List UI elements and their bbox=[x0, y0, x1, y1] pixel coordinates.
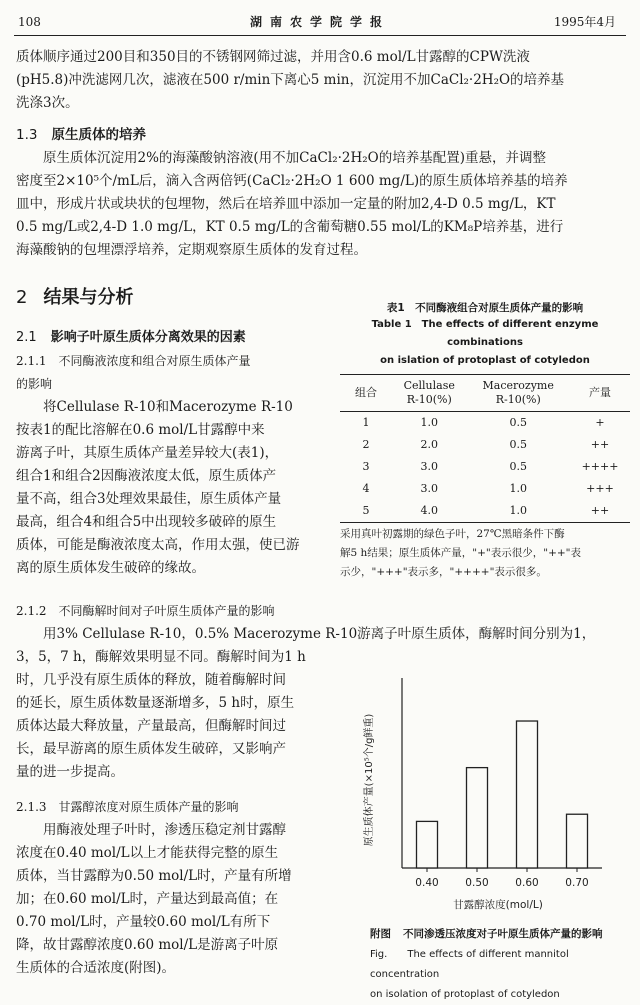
body-line: 离的原生质体发生破碎的缘故。 bbox=[16, 560, 205, 576]
body-line: 的延长，原生质体数量逐渐增多，5 h时，原生 bbox=[16, 695, 295, 711]
table-caption-en: Table 1 The effects of different enzyme combinations bbox=[371, 319, 599, 348]
body-line: 浓度在0.40 mol/L以上才能获得完整的原生 bbox=[16, 845, 279, 861]
table-header-row bbox=[340, 375, 630, 412]
x-axis-label: 甘露醇浓度(mol/L) bbox=[453, 899, 543, 911]
section-heading: 1.3 原生质体的培养 bbox=[16, 127, 146, 143]
bar-chart bbox=[340, 670, 630, 920]
journal-title: 湖南农学院学报 bbox=[249, 15, 390, 29]
col-header-macerozyme: Macerozyme R-10(%) bbox=[466, 375, 570, 412]
issue-date: 1995年4月 bbox=[553, 15, 616, 29]
subsection-heading: 2.1.2 不同酶解时间对子叶原生质体产量的影响 bbox=[16, 604, 275, 618]
section-2-1-2-body bbox=[16, 646, 330, 784]
bar bbox=[467, 768, 488, 868]
body-line: 加；在0.60 mol/L时，产量达到最高值；在 bbox=[16, 891, 279, 907]
section-2-1-2 bbox=[16, 600, 624, 646]
body-line: 用酶液处理子叶时，渗透压稳定剂甘露醇 bbox=[43, 822, 286, 838]
table-1 bbox=[340, 300, 630, 582]
col-header-group: 组合 bbox=[340, 375, 392, 412]
body-line: 0.70 mol/L时，产量较0.60 mol/L有所下 bbox=[16, 914, 271, 930]
intro-line: 质体顺序通过200目和350目的不锈钢网筛过滤，并用含0.6 mol/L甘露醇的CPW洗液 bbox=[16, 49, 530, 65]
section-2-heading: 2 结果与分析 bbox=[16, 287, 134, 308]
body-line: 密度至2×10⁵个/mL后，滴入含两倍钙(CaCl₂·2H₂O 1 600 mg/L)的原生质体培养基的培养 bbox=[16, 173, 568, 189]
body-line: 组合1和组合2因酶液浓度太低，原生质体产 bbox=[16, 468, 277, 484]
body-line: 按表1的配比溶解在0.6 mol/L甘露醇中来 bbox=[16, 422, 265, 438]
table-caption-en-line2: on islation of protoplast of cotyledon bbox=[380, 355, 590, 366]
body-line: 量的进一步提高。 bbox=[16, 764, 124, 780]
section-2-1-1 bbox=[16, 350, 330, 580]
subsection-heading: 2.1.1 不同酶液浓度和组合对原生质体产量 bbox=[16, 354, 251, 368]
body-line: 0.5 mg/L或2,4-D 1.0 mg/L，KT 0.5 mg/L的含葡萄糖0.55 mol/L的KM₈P培养基，进行 bbox=[16, 219, 564, 235]
bar bbox=[567, 814, 588, 868]
intro-line: (pH5.8)冲洗滤网几次，滤液在500 r/min下离心5 min，沉淀用不加CaCl₂·2H₂O的培养基 bbox=[16, 72, 565, 88]
body-line: 最高，组合4和组合5中出现较多破碎的原生 bbox=[16, 514, 277, 530]
section-1-3 bbox=[16, 124, 624, 262]
figure-caption-en: Fig. The effects of different mannitol concentration on isolation of protoplast of cotyledon bbox=[370, 949, 569, 1000]
intro-paragraph bbox=[16, 46, 624, 115]
table-row: 5 4.0 1.0 ++ bbox=[340, 500, 630, 523]
body-line: 海藻酸钠的包埋漂浮培养，定期观察原生质体的发育过程。 bbox=[16, 242, 367, 258]
body-line: 将Cellulase R-10和Macerozyme R-10 bbox=[43, 399, 293, 415]
body-line: 3，5，7 h，酶解效果明显不同。酶解时间为1 h bbox=[16, 649, 306, 665]
enzyme-table bbox=[340, 374, 630, 523]
x-tick-label: 0.40 bbox=[415, 877, 439, 889]
body-line: 质体达最大释放量，产量最高，但酶解时间过 bbox=[16, 718, 286, 734]
section-2-1-heading: 2.1 影响子叶原生质体分离效果的因素 bbox=[16, 330, 246, 345]
body-line: 用3% Cellulase R-10，0.5% Macerozyme R-10游离子叶原生质体，酶解时间分别为1， bbox=[43, 626, 596, 642]
table-row: 3 3.0 0.5 ++++ bbox=[362, 460, 619, 473]
x-tick-label: 0.70 bbox=[565, 877, 589, 889]
x-tick-label: 0.60 bbox=[515, 877, 539, 889]
body-line: 皿中，形成片状或块状的包埋物，然后在培养皿中添加一定量的附加2,4-D 0.5 mg/L，KT bbox=[16, 196, 556, 212]
body-line: 时，几乎没有原生质体的释放，随着酶解时间 bbox=[16, 672, 286, 688]
chart-tick-labels bbox=[415, 877, 588, 889]
body-line: 量不高，组合3处理效果最佳，原生质体产量 bbox=[16, 491, 282, 507]
table-row: 1 1.0 0.5 + bbox=[362, 416, 605, 429]
col-header-yield: 产量 bbox=[570, 375, 630, 412]
bar bbox=[517, 721, 538, 868]
table-row: 2 2.0 0.5 ++ bbox=[362, 438, 610, 451]
subsection-heading-line2: 的影响 bbox=[16, 377, 53, 391]
body-line: 长，最早游离的原生质体发生破碎，又影响产 bbox=[16, 741, 286, 757]
body-line: 降，故甘露醇浓度0.60 mol/L是游离子叶原 bbox=[16, 937, 279, 953]
body-line: 质体，可能是酶液浓度太高，作用太强，使已游 bbox=[16, 537, 300, 553]
x-tick-label: 0.50 bbox=[465, 877, 489, 889]
table-note: 采用真叶初露期的绿色子叶，27℃黑暗条件下酶 解5 h结果；原生质体产量，"+"表示很少，"++"表 示少，"+++"表示多，"++++"表示很多。 bbox=[340, 528, 581, 578]
subsection-heading: 2.1.3 甘露醇浓度对原生质体产量的影响 bbox=[16, 800, 239, 814]
page-number: 108 bbox=[18, 15, 41, 29]
figure-caption-cn: 附图 不同渗透压浓度对子叶原生质体产量的影响 bbox=[370, 928, 603, 940]
figure-mannitol-chart bbox=[340, 670, 630, 1000]
section-2-1-3 bbox=[16, 796, 330, 980]
body-line: 生质体的合适浓度(附图)。 bbox=[16, 960, 176, 976]
table-caption-cn: 表1 不同酶液组合对原生质体产量的影响 bbox=[386, 302, 584, 314]
y-axis-label: 原生质体产量(×10⁵个/g鲜重) bbox=[364, 713, 375, 847]
chart-bars bbox=[417, 721, 588, 868]
body-line: 游离子叶，其原生质体产量差异较大(表1)， bbox=[16, 445, 279, 461]
table-row: 4 3.0 1.0 +++ bbox=[362, 482, 614, 495]
col-header-cellulase: Cellulase R-10(%) bbox=[392, 375, 466, 412]
intro-line: 洗涤3次。 bbox=[16, 95, 79, 111]
body-line: 质体，当甘露醇为0.50 mol/L时，产量有所增 bbox=[16, 868, 292, 884]
body-line: 原生质体沉淀用2%的海藻酸钠溶液(用不加CaCl₂·2H₂O的培养基配置)重悬，并调整 bbox=[43, 150, 547, 166]
running-header bbox=[14, 8, 626, 36]
bar bbox=[417, 821, 438, 868]
